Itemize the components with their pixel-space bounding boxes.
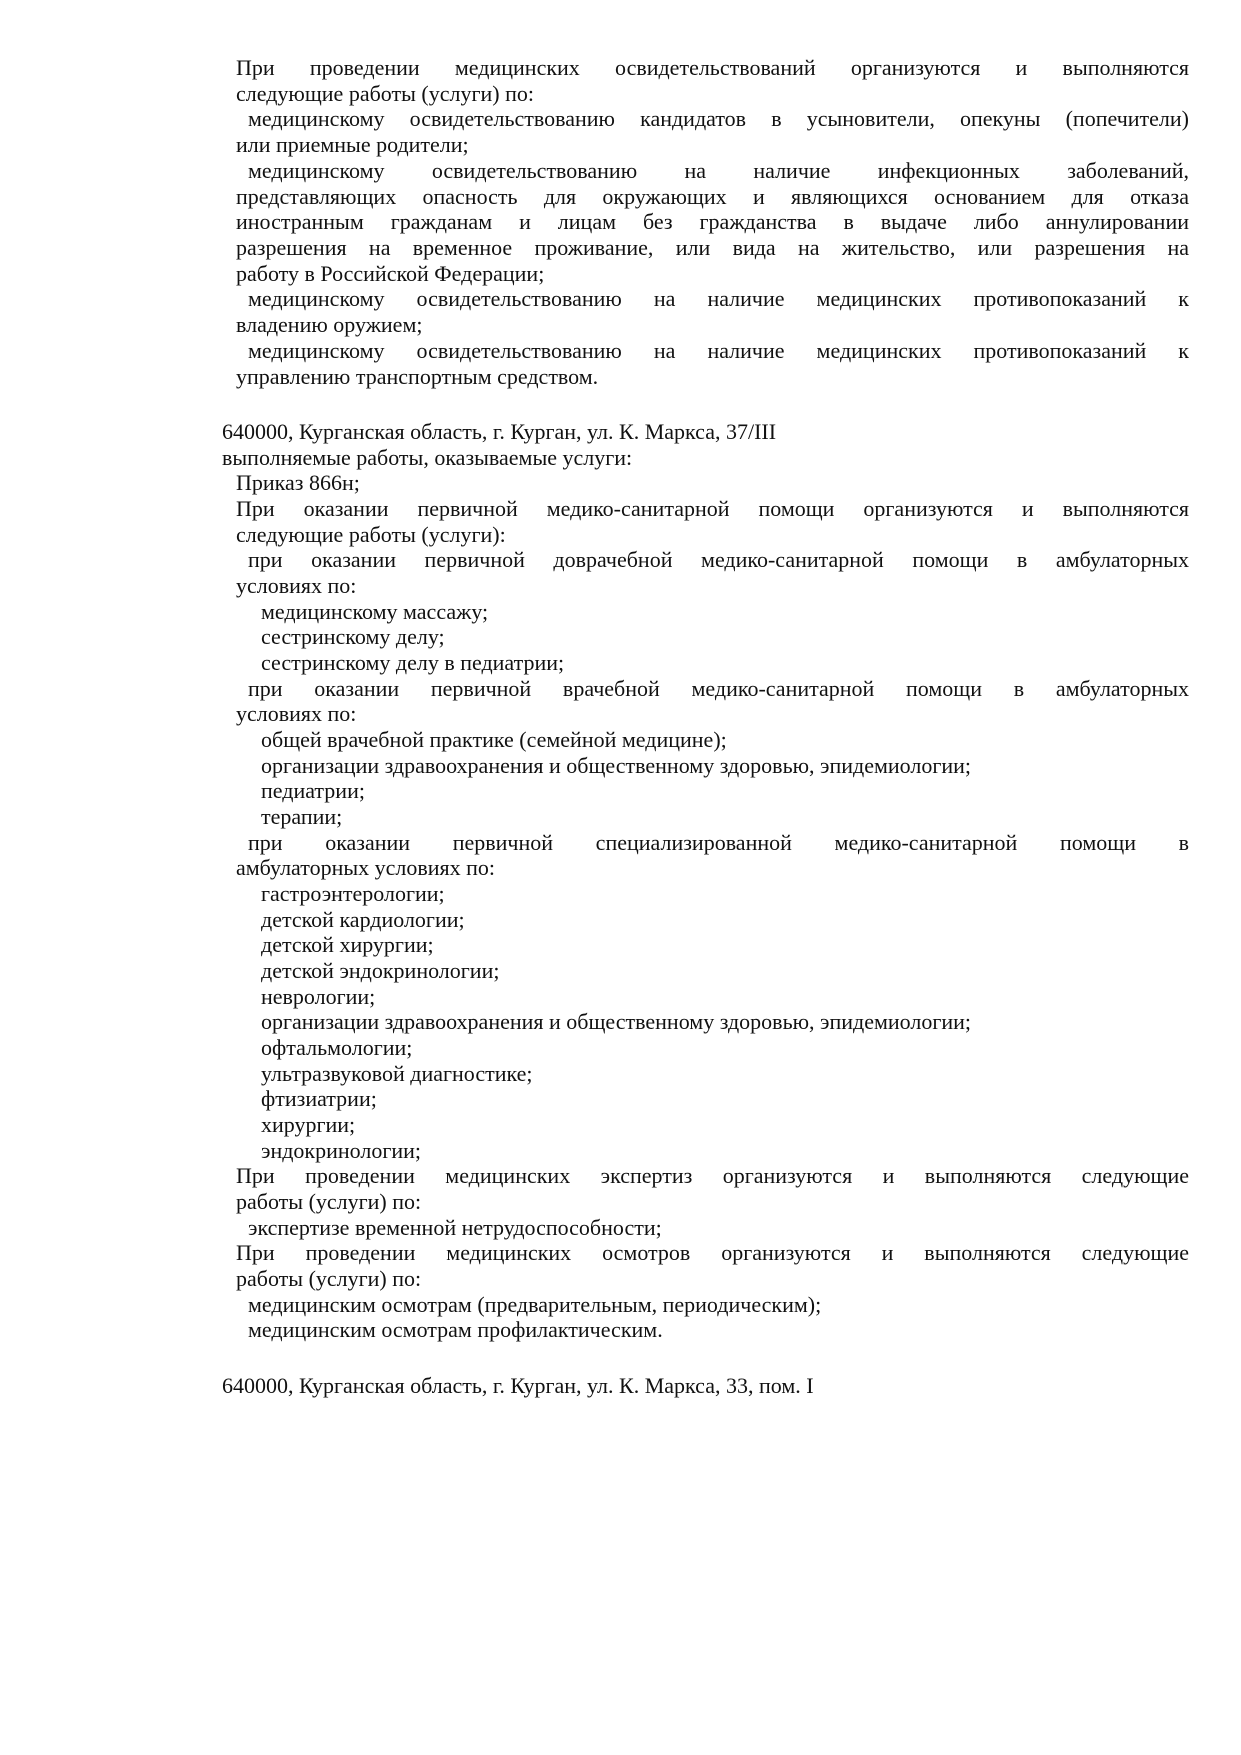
list-item-continuation: работу в Российской Федерации; <box>236 261 545 286</box>
paragraph-line: При проведении медицинских осмотров организуются и выполняются следующие <box>236 1240 1189 1265</box>
list-item: медицинским осмотрам профилактическим. <box>248 1317 663 1342</box>
list-item: педиатрии; <box>261 778 365 803</box>
list-item: детской кардиологии; <box>261 907 465 932</box>
list-item: неврологии; <box>261 984 376 1009</box>
paragraph-line: При оказании первичной медико-санитарной помощи организуются и выполняются <box>236 496 1189 521</box>
list-item: сестринскому делу; <box>261 624 445 649</box>
list-item: фтизиатрии; <box>261 1086 377 1111</box>
list-item: гастроэнтерологии; <box>261 881 445 906</box>
subsection-heading: при оказании первичной врачебной медико-санитарной помощи в амбулаторных <box>248 676 1189 701</box>
subsection-heading: при оказании первичной специализированной медико-санитарной помощи в <box>248 830 1189 855</box>
list-item: медицинскому освидетельствованию на наличие медицинских противопоказаний к <box>248 286 1189 311</box>
subsection-heading: амбулаторных условиях по: <box>236 855 496 880</box>
paragraph-line: работы (услуги) по: <box>236 1189 422 1214</box>
list-item: сестринскому делу в педиатрии; <box>261 650 565 675</box>
list-item: экспертизе временной нетрудоспособности; <box>248 1215 662 1240</box>
address-heading: 640000, Курганская область, г. Курган, ул. К. Маркса, 37/III <box>222 419 777 444</box>
paragraph-line: работы (услуги) по: <box>236 1266 422 1291</box>
list-item: детской эндокринологии; <box>261 958 500 983</box>
order-reference: Приказ 866н; <box>236 470 360 495</box>
list-item: медицинскому освидетельствованию кандидатов в усыновители, опекуны (попечители) <box>248 106 1189 131</box>
list-item: медицинскому массажу; <box>261 599 489 624</box>
list-item: медицинскому освидетельствованию на наличие медицинских противопоказаний к <box>248 338 1189 363</box>
list-item: медицинскому освидетельствованию на наличие инфекционных заболеваний, <box>248 158 1189 183</box>
list-item: ультразвуковой диагностике; <box>261 1061 533 1086</box>
list-item: общей врачебной практике (семейной медицине); <box>261 727 727 752</box>
list-item: медицинским осмотрам (предварительным, периодическим); <box>248 1292 822 1317</box>
paragraph-line: При проведении медицинских экспертиз организуются и выполняются следующие <box>236 1163 1189 1188</box>
list-item-continuation: владению оружием; <box>236 312 423 337</box>
list-item: терапии; <box>261 804 343 829</box>
subsection-heading: при оказании первичной доврачебной медико-санитарной помощи в амбулаторных <box>248 547 1189 572</box>
subsection-heading: условиях по: <box>236 573 357 598</box>
works-label: выполняемые работы, оказываемые услуги: <box>222 445 633 470</box>
list-item: эндокринологии; <box>261 1138 422 1163</box>
list-item: детской хирургии; <box>261 932 434 957</box>
list-item-continuation: разрешения на временное проживание, или вида на жительство, или разрешения на <box>236 235 1189 260</box>
list-item: хирургии; <box>261 1112 356 1137</box>
list-item: организации здравоохранения и общественному здоровью, эпидемиологии; <box>261 1009 972 1034</box>
list-item-continuation: представляющих опасность для окружающих и являющихся основанием для отказа <box>236 184 1189 209</box>
paragraph-line: следующие работы (услуги) по: <box>236 81 534 106</box>
list-item-continuation: управлению транспортным средством. <box>236 364 599 389</box>
list-item-continuation: иностранным гражданам и лицам без гражданства в выдаче либо аннулировании <box>236 209 1189 234</box>
paragraph-line: следующие работы (услуги): <box>236 522 506 547</box>
list-item: офтальмологии; <box>261 1035 413 1060</box>
list-item-continuation: или приемные родители; <box>236 132 469 157</box>
address-heading: 640000, Курганская область, г. Курган, ул. К. Маркса, 33, пом. I <box>222 1373 814 1398</box>
list-item: организации здравоохранения и общественному здоровью, эпидемиологии; <box>261 753 972 778</box>
paragraph-line: При проведении медицинских освидетельствований организуются и выполняются <box>236 55 1189 80</box>
subsection-heading: условиях по: <box>236 701 357 726</box>
